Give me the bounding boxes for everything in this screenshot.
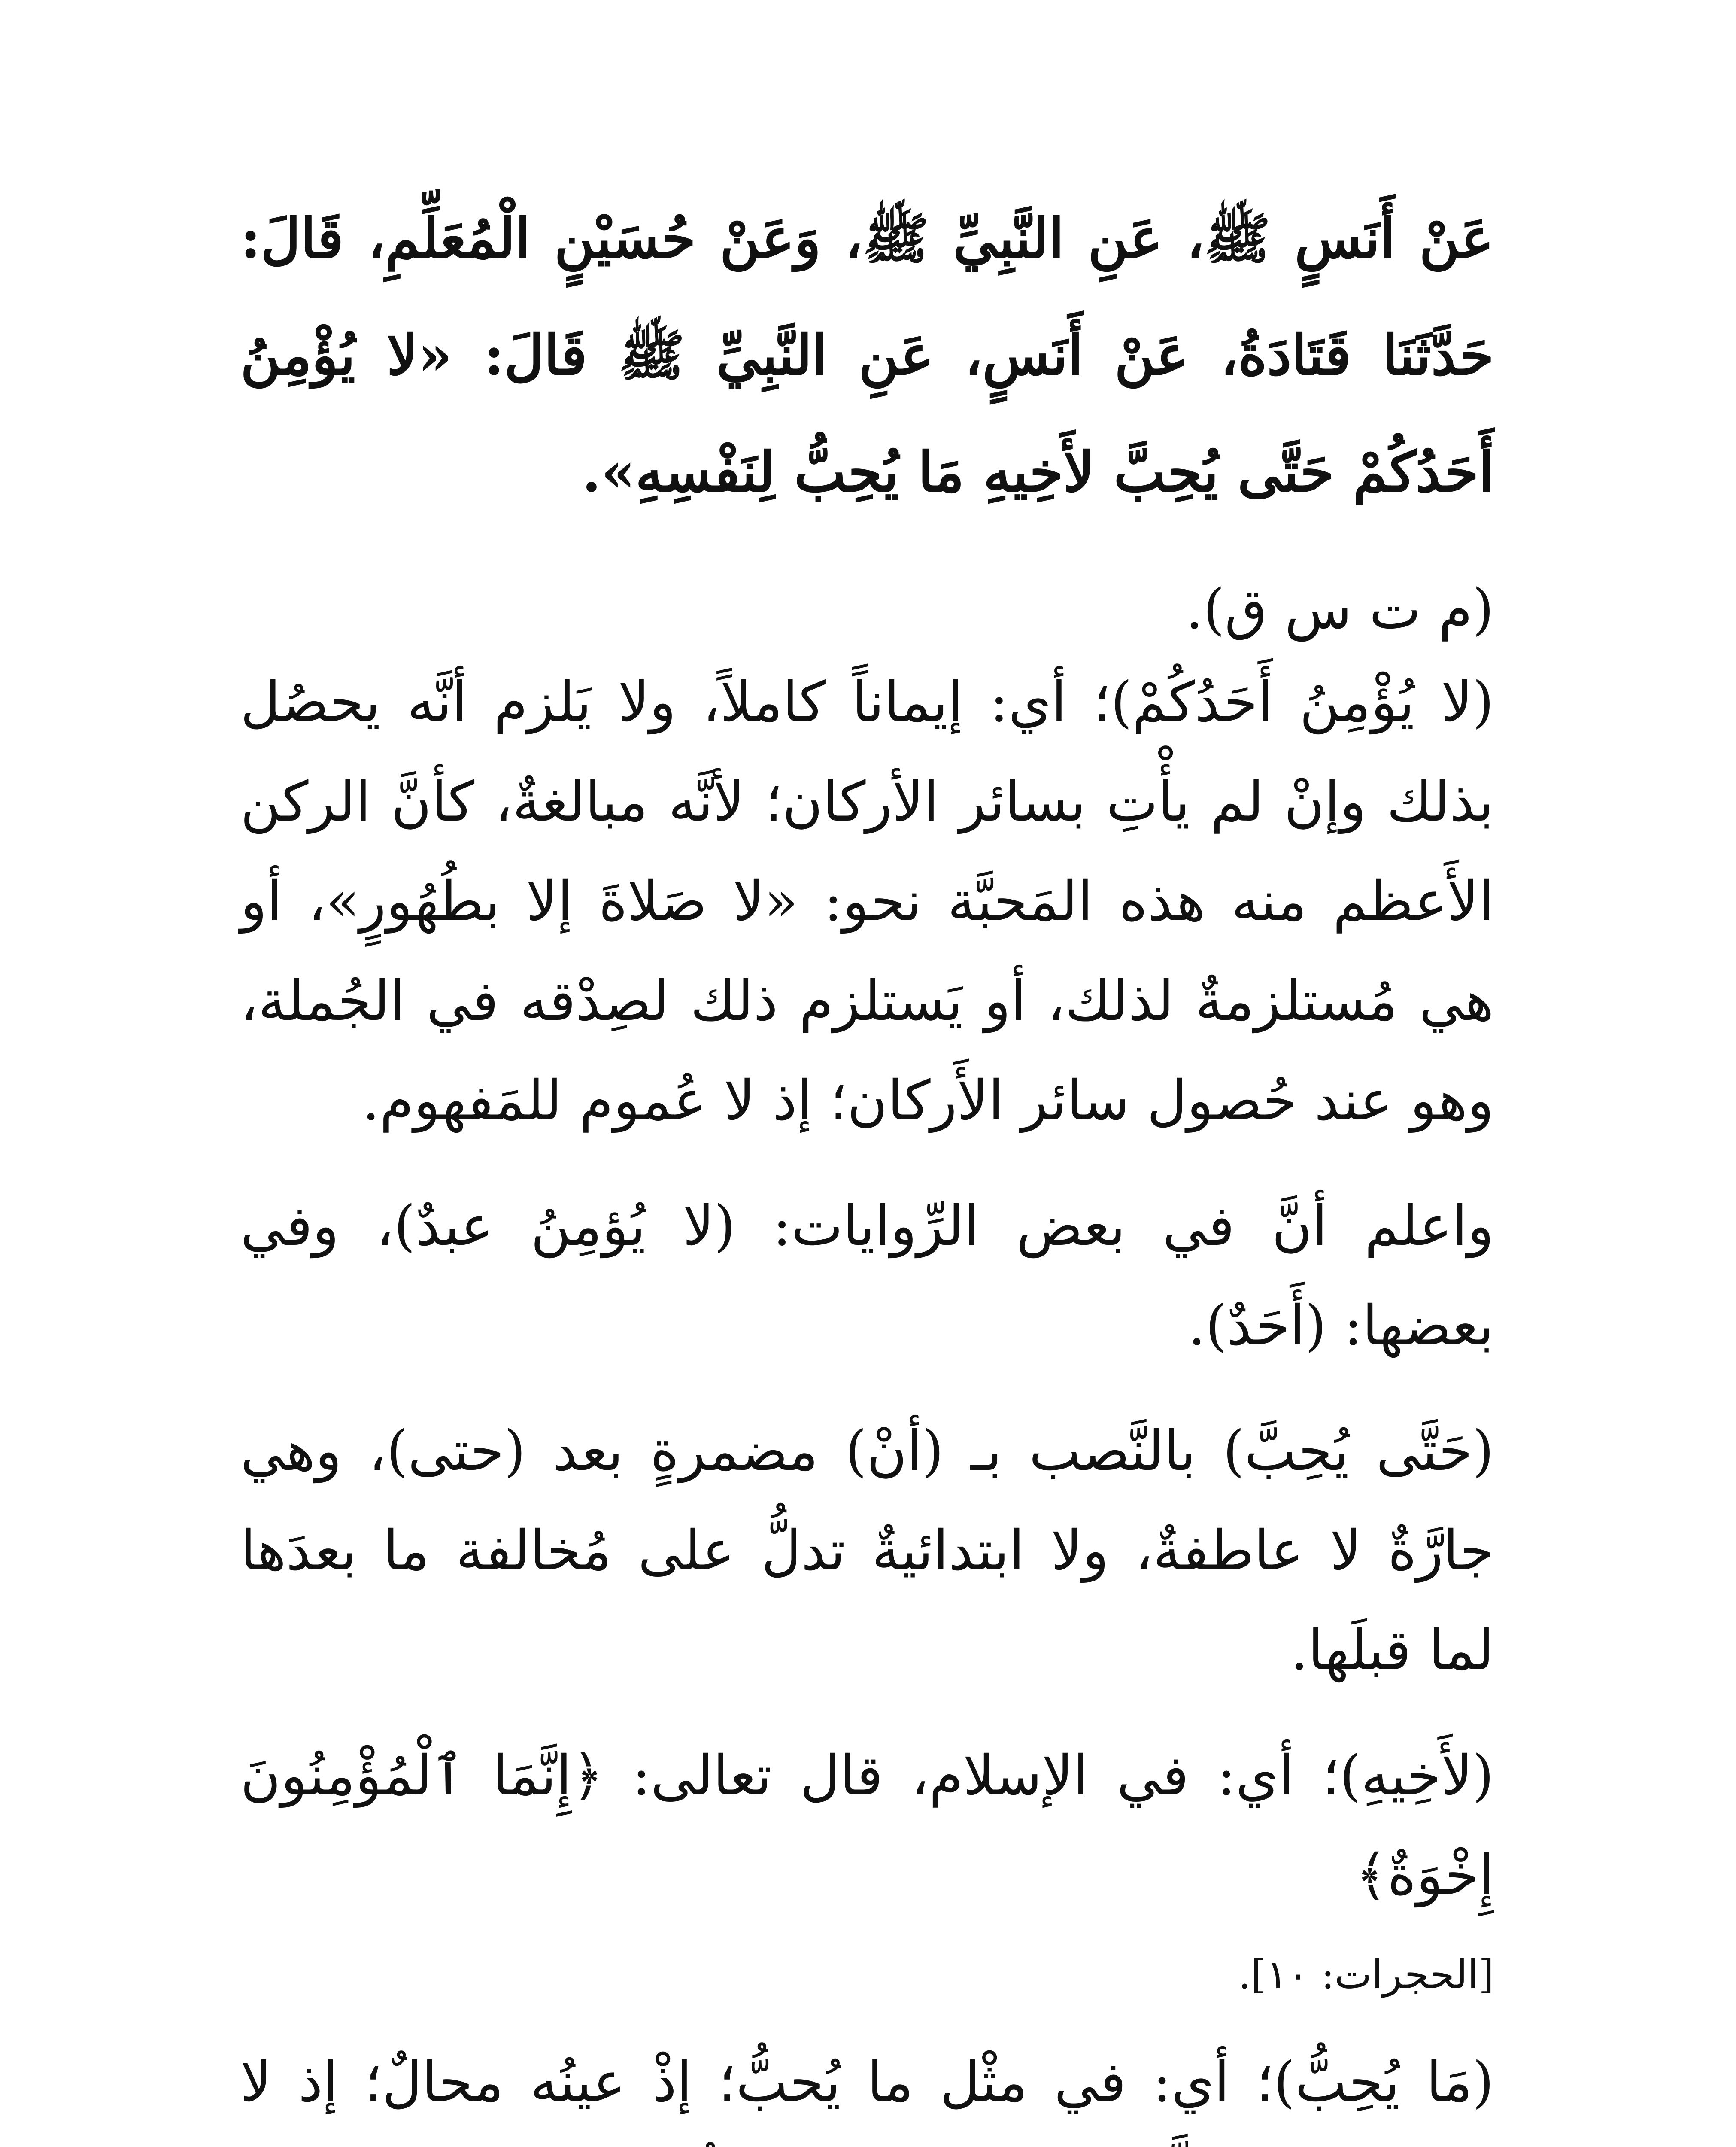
commentary-paragraph: (حَتَّى يُحِبَّ) بالنَّصب بـ (أنْ) مضمرةٍ بعد (حتى)، وهي جارَّةٌ لا عاطفةٌ، ولا ابتدائيةٌ تدلُّ على مُخالفة ما بعدَها لما قبلَها. bbox=[240, 1419, 1494, 1682]
commentary-paragraph: واعلم أنَّ في بعض الرِّوايات: (لا يُؤمِنُ عبدٌ)، وفي بعضها: (أَحَدٌ). bbox=[240, 1194, 1494, 1358]
source-symbols: (م ت س ق). bbox=[1186, 578, 1494, 642]
commentary bbox=[240, 653, 1494, 2147]
quran-reference: [الحجرات: ١٠]. bbox=[1238, 1952, 1494, 1998]
hadith-text: عَنْ أَنَسٍ ﷺ، عَنِ النَّبِيِّ ﷺ، وَعَنْ حُسَيْنٍ الْمُعَلِّمِ، قَالَ: حَدَّثَنَا قَتَادَةُ، عَنْ أَنَسٍ، عَنِ النَّبِيِّ ﷺ قَالَ: «لا يُؤْمِنُ أَحَدُكُمْ حَتَّى يُحِبَّ لأَخِيهِ مَا يُحِبُّ لِنَفْسِهِ». bbox=[240, 207, 1494, 505]
commentary-paragraph: (مَا يُحِبُّ)؛ أي: في مثْل ما يُحبُّ؛ إذْ عينُه محالٌ؛ إذ لا bbox=[240, 2050, 1494, 2114]
commentary-paragraph: (لا يُؤْمِنُ أَحَدُكُمْ)؛ أي: إيماناً كاملاً، ولا يَلزم أنَّه يحصُل بذلك وإنْ لم يأْتِ بسائر الأركان؛ لأنَّه مبالغةٌ، كأنَّ الركن الأَعظم منه هذه المَحبَّة نحو: «لا صَلاةَ إلا بطُهُورٍ»، أو هي مُستلزمةٌ لذلك، أو يَستلزم ذلك لصِدْقه في الجُملة، وهو عند حُصول سائر الأَركان؛ إذ لا عُموم للمَفهوم. bbox=[240, 670, 1494, 1133]
commentary-paragraph: (لأَخِيهِ)؛ أي: في الإسلام، قال تعالى: ﴿إِنَّمَا ٱلْمُؤْمِنُونَ إِخْوَةٌ﴾ bbox=[240, 1744, 1494, 1907]
